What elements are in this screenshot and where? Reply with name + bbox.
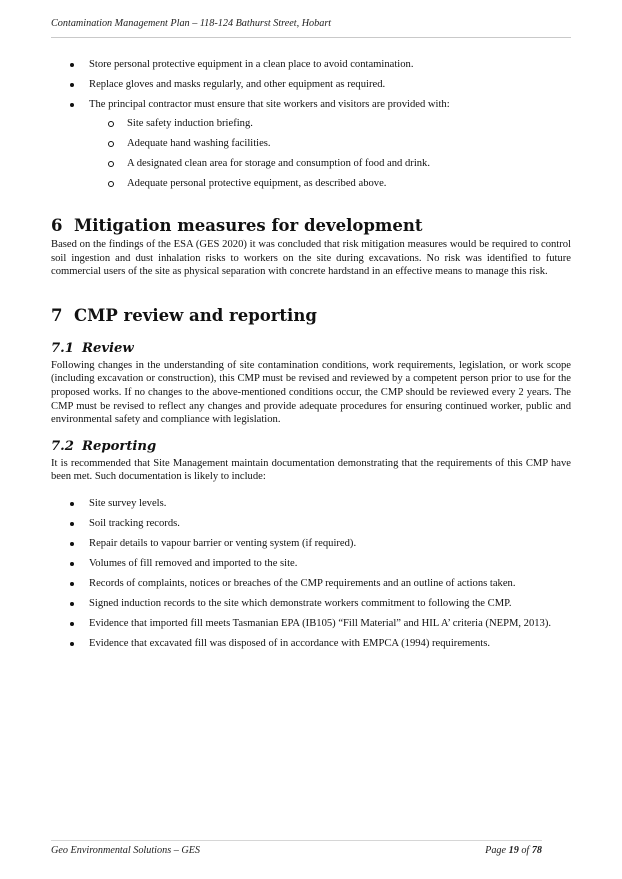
page-content: [51, 58, 571, 657]
section-7-2-heading: 7.2 Reporting: [51, 438, 157, 454]
list-item: Evidence that imported fill meets Tasmanian EPA (IB105) “Fill Material” and HIL A’ criteria (NEPM, 2013).: [51, 617, 571, 631]
reporting-bullet-list: [51, 497, 571, 650]
list-item: Replace gloves and masks regularly, and other equipment as required.: [51, 78, 571, 92]
page-header: Contamination Management Plan – 118-124 Bathurst Street, Hobart: [51, 18, 332, 29]
list-item: Store personal protective equipment in a clean place to avoid contamination.: [51, 58, 571, 72]
bullet-icon: [70, 582, 74, 586]
list-item: Site survey levels.: [51, 497, 571, 511]
circle-bullet-icon: [108, 141, 114, 147]
circle-bullet-icon: [108, 181, 114, 187]
footer-divider: [51, 840, 542, 841]
sub-list-item: A designated clean area for storage and consumption of food and drink.: [89, 157, 571, 171]
bullet-icon: [70, 642, 74, 646]
page-footer: [51, 845, 542, 856]
bullet-icon: [70, 562, 74, 566]
sub-list-item: Adequate personal protective equipment, as described above.: [89, 177, 571, 191]
section-7-1-body: Following changes in the understanding of site contamination conditions, work requirements, legislation, or work scope (including excavation or construction), this CMP must be revised and reviewed by a competent person prior to use for the proposed works. If no changes to the above-mentioned conditions occur, the CMP should be reviewed every 2 years. The CMP must be revised to reflect any changes and provide adequate procedures for ensuring continued worker, public and environmental safety and compliance with legislation.: [51, 359, 571, 426]
bullet-icon: [70, 103, 74, 107]
intro-sub-bullet-list: [89, 117, 571, 191]
sub-list-item: Site safety induction briefing.: [89, 117, 571, 131]
header-divider: [51, 37, 571, 38]
list-item: The principal contractor must ensure that site workers and visitors are provided with: Site safety induction briefing. Adequate hand washing facilities. A designated clean area for storage and consumption of food and drink. Adequate personal protective equipment, as described above.: [51, 98, 571, 190]
sub-list-item: Adequate hand washing facilities.: [89, 137, 571, 151]
footer-company: Geo Environmental Solutions – GES: [51, 845, 201, 856]
bullet-icon: [70, 502, 74, 506]
section-7-1-heading: 7.1 Review: [51, 340, 134, 356]
list-item: Signed induction records to the site which demonstrate workers commitment to following the CMP.: [51, 597, 571, 611]
list-item: Repair details to vapour barrier or venting system (if required).: [51, 537, 571, 551]
list-item: Records of complaints, notices or breaches of the CMP requirements and an outline of actions taken.: [51, 577, 571, 591]
section-6-heading: 6 Mitigation measures for development: [51, 216, 423, 236]
circle-bullet-icon: [108, 161, 114, 167]
bullet-icon: [70, 522, 74, 526]
intro-bullet-list: [51, 58, 571, 190]
bullet-icon: [70, 602, 74, 606]
section-7-heading: 7 CMP review and reporting: [51, 305, 317, 325]
bullet-icon: [70, 622, 74, 626]
bullet-icon: [70, 63, 74, 67]
circle-bullet-icon: [108, 121, 114, 127]
page-number: Page 19 of 78: [485, 845, 542, 856]
bullet-icon: [70, 542, 74, 546]
list-item: Soil tracking records.: [51, 517, 571, 531]
bullet-icon: [70, 83, 74, 87]
list-item: Evidence that excavated fill was disposed of in accordance with EMPCA (1994) requirements.: [51, 637, 571, 651]
section-6-body: Based on the findings of the ESA (GES 2020) it was concluded that risk mitigation measures would be required to control soil ingestion and dust inhalation risks to workers on the site during excavations. No risk was identified to future commercial users of the site as physical separation with concrete hardstand in an effective means to manage this risk.: [51, 239, 571, 278]
section-7-2-body: It is recommended that Site Management maintain documentation demonstrating that the requirements of this CMP have been met. Such documentation is likely to include:: [51, 457, 571, 483]
list-item: Volumes of fill removed and imported to the site.: [51, 557, 571, 571]
